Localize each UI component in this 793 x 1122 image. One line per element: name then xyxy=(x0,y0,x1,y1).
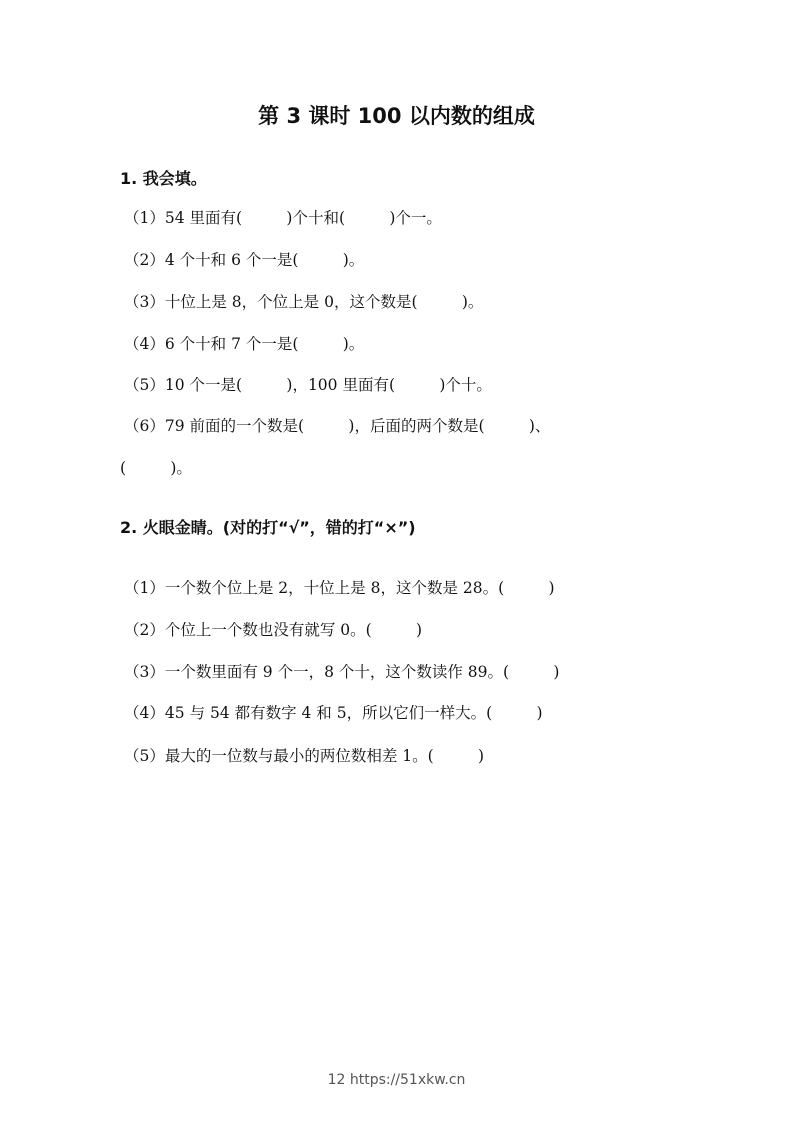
section-1-heading: 1. 我会填。 xyxy=(120,169,207,188)
fill-item-6: （6）79 前面的一个数是( )，后面的两个数是( )、 xyxy=(124,417,551,435)
fill-item-3: （3）十位上是 8，个位上是 0，这个数是( )。 xyxy=(124,293,484,311)
judge-item-5: （5）最大的一位数与最小的两位数相差 1。( ) xyxy=(124,747,485,765)
judge-item-1: （1）一个数个位上是 2，十位上是 8，这个数是 28。( ) xyxy=(124,579,555,597)
page-footer: 12 https://51xkw.cn xyxy=(327,1072,466,1088)
fill-item-2: （2）4 个十和 6 个一是( )。 xyxy=(124,251,365,269)
section-2-heading: 2. 火眼金睛。(对的打“√”，错的打“×”) xyxy=(120,518,416,537)
fill-item-5: （5）10 个一是( )，100 里面有( )个十。 xyxy=(124,376,492,394)
judge-item-3: （3）一个数里面有 9 个一，8 个十，这个数读作 89。( ) xyxy=(124,663,560,681)
page-title: 第 3 课时 100 以内数的组成 xyxy=(258,104,535,128)
fill-item-4: （4）6 个十和 7 个一是( )。 xyxy=(124,335,365,353)
fill-item-1: （1）54 里面有( )个十和( )个一。 xyxy=(124,209,442,227)
judge-item-2: （2）个位上一个数也没有就写 0。( ) xyxy=(124,621,423,639)
judge-item-4: （4）45 与 54 都有数字 4 和 5，所以它们一样大。( ) xyxy=(124,704,543,722)
fill-item-6-continued: ( )。 xyxy=(120,459,192,477)
